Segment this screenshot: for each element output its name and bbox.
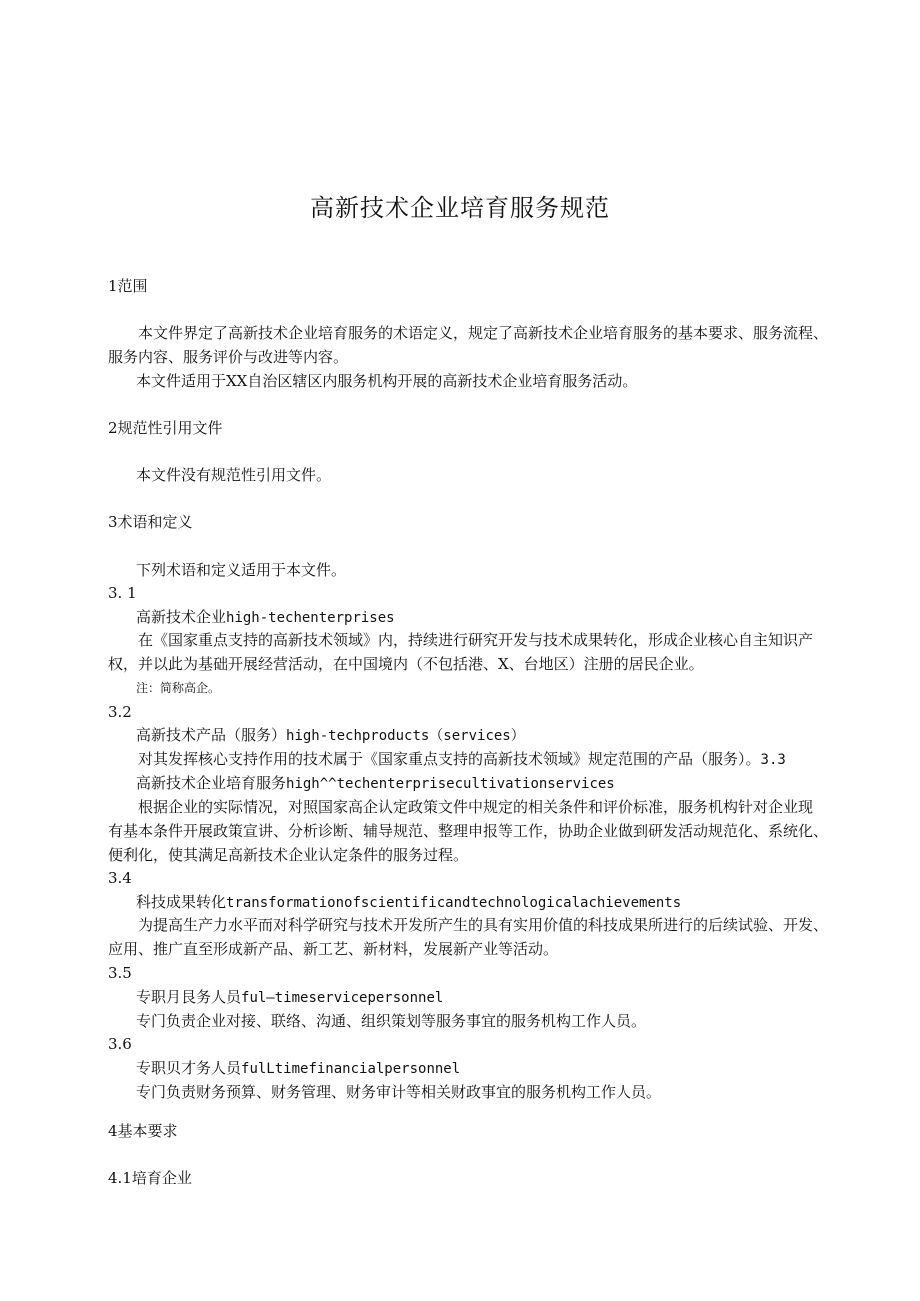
term-3-5-def: 专门负责企业对接、联络、沟通、组织策划等服务事宜的服务机构工作人员。: [136, 1012, 647, 1030]
term-3-4-title: [136, 892, 681, 912]
section-4-heading: 4基本要求: [108, 1122, 178, 1140]
term-3-6-cn: 专职贝才务人员: [136, 1059, 242, 1077]
term-3-4-cn: 科技成果转化: [136, 893, 227, 911]
term-3-1-cn: 高新技术企业: [136, 608, 227, 626]
term-3-4-en: transformationofscientificandtechnologicalachievements: [226, 895, 682, 911]
term-3-5-title: [136, 987, 443, 1007]
term-3-4-def-line-1: 为提高生产力水平而对科学研究与技术开发所产生的具有实用价值的科技成果所进行的后续试验、开发、: [138, 916, 829, 934]
term-3-3-def-line-1: 根据企业的实际情况，对照国家高企认定政策文件中规定的相关条件和评价标准，服务机构针对企业现: [138, 798, 814, 816]
term-3-6-def: 专门负责财务预算、财务管理、财务审计等相关财政事宜的服务机构工作人员。: [136, 1083, 662, 1101]
section-4-1-heading: 4.1培育企业: [108, 1169, 192, 1187]
term-3-3-number: 3.3: [760, 752, 786, 768]
term-3-6-title: [136, 1058, 460, 1078]
term-3-6-en: fulLtimefinancialpersonnel: [241, 1061, 461, 1077]
document-title: 高新技术企业培育服务规范: [310, 194, 610, 222]
section-3-intro: 下列术语和定义适用于本文件。: [136, 561, 347, 579]
term-3-3-cn: 高新技术企业培育服务: [136, 774, 287, 792]
term-3-3-def-line-3: 便利化，使其满足高新技术企业认定条件的服务过程。: [108, 846, 469, 864]
section-3-heading: 3术语和定义: [108, 513, 193, 531]
term-3-2-title: [136, 725, 525, 745]
term-3-5-number: 3.5: [108, 964, 132, 982]
section-1-para-2: 本文件适用于XX自治区辖区内服务机构开展的高新技术企业培育服务活动。: [136, 372, 638, 390]
section-2-heading: 2规范性引用文件: [108, 419, 223, 437]
section-2-para: 本文件没有规范性引用文件。: [136, 466, 332, 484]
term-3-2-en: high-techproducts（services）: [286, 728, 525, 744]
term-3-3-en: high^^techenterprisecultivationservices: [286, 776, 615, 792]
term-3-4-def-line-2: 应用、推广直至形成新产品、新工艺、新材料，发展新产业等活动。: [108, 940, 559, 958]
term-3-1-note: 注：简称高企。: [136, 681, 221, 695]
term-3-5-en: ful—timeservicepersonnel: [241, 990, 444, 1006]
term-3-6-number: 3.6: [108, 1035, 132, 1053]
term-3-1-def-line-2: 权，并以此为基础开展经营活动，在中国境内（不包括港、X、台地区）注册的居民企业。: [108, 655, 704, 673]
term-3-1-number: 3. 1: [108, 584, 137, 602]
section-1-para-1-line-1: 本文件界定了高新技术企业培育服务的术语定义，规定了高新技术企业培育服务的基本要求、服务流程、: [138, 324, 829, 342]
term-3-3-title: [136, 773, 615, 793]
term-3-1-def-line-1: 在《国家重点支持的高新技术领域》内，持续进行研究开发与技术成果转化，形成企业核心自主知识产: [138, 631, 814, 649]
term-3-2-number: 3.2: [108, 703, 132, 721]
term-3-4-number: 3.4: [108, 869, 132, 887]
section-1-heading: 1范围: [108, 277, 148, 295]
term-3-1-en: high-techenterprises: [226, 610, 395, 626]
term-3-3-def-line-2: 有基本条件开展政策宣讲、分析诊断、辅导规范、整理申报等工作，协助企业做到研发活动规范化、系统化、: [108, 822, 829, 840]
term-3-2-def-text: 对其发挥核心支持作用的技术属于《国家重点支持的高新技术领域》规定范围的产品（服务）。: [138, 750, 761, 768]
term-3-2-def-line-1: [138, 749, 786, 769]
term-3-2-cn: 高新技术产品（服务）: [136, 726, 287, 744]
term-3-5-cn: 专职月艮务人员: [136, 988, 242, 1006]
section-1-para-1-line-2: 服务内容、服务评价与改进等内容。: [108, 348, 349, 366]
term-3-1-title: [136, 607, 395, 627]
